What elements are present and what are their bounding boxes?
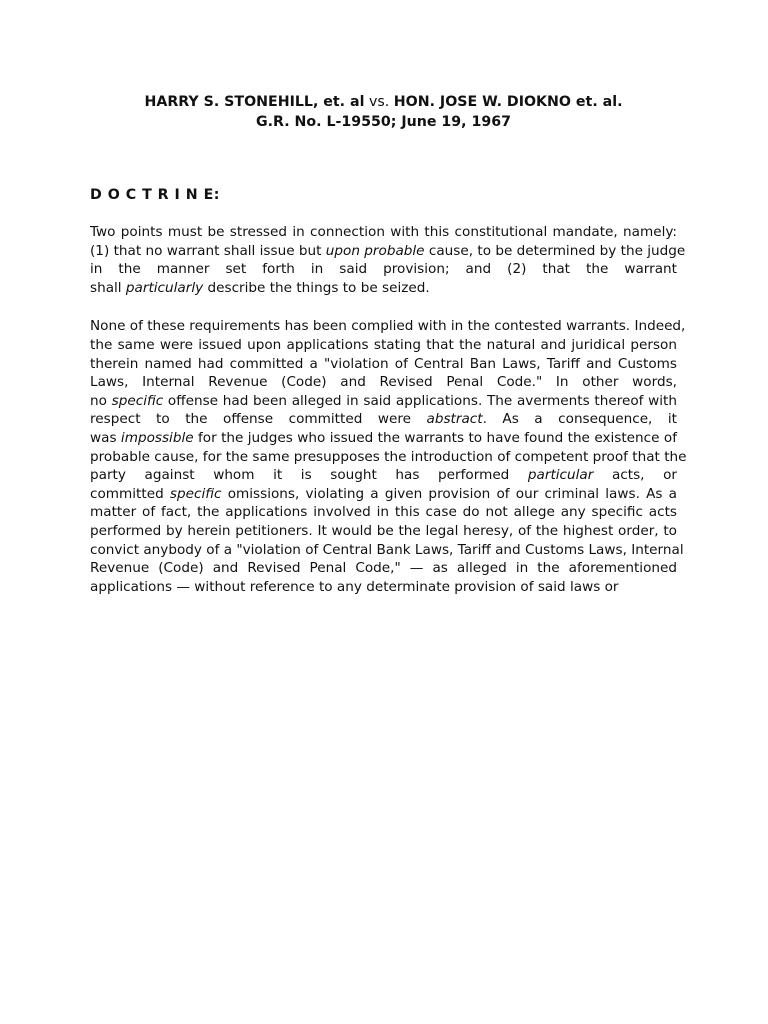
emphasis-text: particular: [527, 467, 594, 484]
text-line: committed specific omissions, violating a given provision of our criminal laws. As a: [90, 485, 677, 502]
text-line: Revenue (Code) and Revised Penal Code," — as alleged in the aforementioned: [90, 560, 677, 577]
text-line: in the manner set forth in said provision; and (2) that the warrant: [90, 261, 677, 278]
text-line: performed by herein petitioners. It would be the legal heresy, of the highest order, to: [90, 522, 677, 539]
doctrine-paragraph-2: [90, 317, 687, 596]
text-line: was impossible for the judges who issued the warrants to have found the existence of: [90, 429, 677, 446]
emphasis-text: specific: [169, 485, 222, 502]
case-title-parties: [90, 92, 677, 112]
text-line: matter of fact, the applications involved in this case do not allege any specific acts: [90, 504, 677, 521]
text-line: (1) that no warrant shall issue but upon probable cause, to be determined by the judge: [90, 242, 686, 259]
text-line: Two points must be stressed in connection with this constitutional mandate, namely:: [90, 224, 677, 240]
emphasis-text: abstract: [426, 411, 483, 428]
text-line: convict anybody of a "violation of Central Bank Laws, Tariff and Customs Laws, Internal: [90, 541, 684, 558]
doctrine-paragraph-1: [90, 223, 686, 297]
versus-text: vs.: [364, 94, 394, 110]
emphasis-text: specific: [111, 392, 164, 409]
text-line: therein named had committed a "violation of Central Ban Laws, Tariff and Customs: [90, 355, 677, 372]
emphasis-text: impossible: [120, 429, 194, 446]
case-citation: G.R. No. L-19550; June 19, 1967: [255, 114, 511, 130]
text-line: applications — without reference to any determinate provision of said laws or: [90, 578, 619, 595]
text-line: party against whom it is sought has performed particular acts, or: [90, 467, 677, 484]
text-line: the same were issued upon applications stating that the natural and juridical person: [90, 336, 677, 353]
text-line: respect to the offense committed were abstract. As a consequence, it: [90, 411, 677, 428]
emphasis-text: particularly: [125, 279, 204, 296]
case-title: [90, 92, 677, 132]
emphasis-text: upon probable: [325, 242, 425, 259]
text-line: shall particularly describe the things to be seized.: [90, 279, 430, 296]
text-line: Laws, Internal Revenue (Code) and Revised Penal Code." In other words,: [90, 374, 677, 391]
doctrine-heading: D O C T R I N E:: [90, 187, 220, 203]
text-line: None of these requirements has been complied with in the contested warrants. Indeed,: [90, 318, 686, 335]
respondent-name: HON. JOSE W. DIOKNO et. al.: [393, 94, 623, 110]
petitioner-name: HARRY S. STONEHILL, et. al: [144, 94, 365, 110]
text-line: probable cause, for the same presupposes the introduction of competent proof that the: [90, 448, 687, 465]
document-page: [90, 92, 687, 596]
text-line: no specific offense had been alleged in said applications. The averments thereof with: [90, 392, 677, 409]
